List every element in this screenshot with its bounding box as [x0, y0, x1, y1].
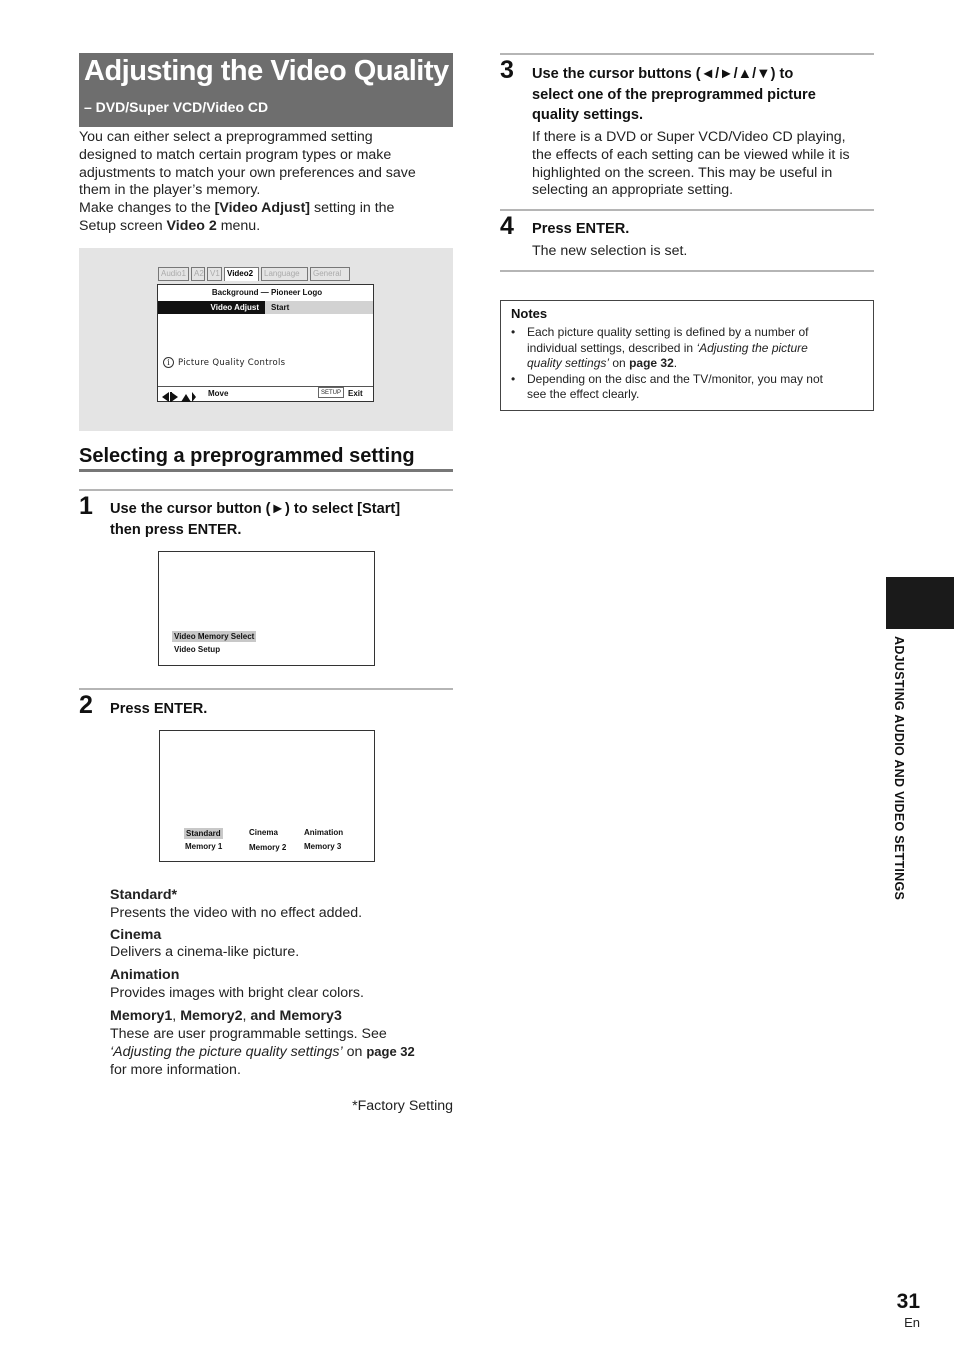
video-adjust-label: Video Adjust — [158, 301, 265, 314]
note-line — [527, 356, 866, 372]
step2-number: 2 — [79, 691, 93, 719]
step3-heading — [532, 64, 874, 126]
info-text: Picture Quality Controls — [178, 358, 286, 368]
step3-number: 3 — [500, 56, 514, 84]
video-setup-item: Video Setup — [174, 645, 221, 654]
step3-body-line: highlighted on the screen. This may be useful in — [532, 164, 833, 181]
step4-number: 4 — [500, 212, 514, 240]
option-cinema: Cinema — [249, 828, 278, 837]
video-adjust-row — [158, 301, 373, 314]
chapter-tab — [886, 577, 954, 629]
setup-button-icon: SETUP — [318, 387, 344, 398]
language-code: En — [904, 1315, 920, 1330]
intro-line: You can either select a preprogrammed setting — [79, 129, 373, 145]
option-standard: Standard — [186, 829, 221, 838]
step3-body — [532, 129, 877, 200]
setup-screen — [157, 284, 374, 402]
def-term-memory — [110, 1008, 460, 1026]
chapter-label — [893, 636, 907, 936]
tab-a2: A2 — [191, 267, 205, 281]
info-icon: i — [163, 357, 174, 368]
intro-text: setting in the — [310, 200, 395, 217]
intro-term: Video 2 — [166, 217, 217, 234]
intro-line: designed to match certain program types or make — [79, 146, 392, 163]
option-memory1: Memory 1 — [185, 842, 223, 851]
def-desc-standard: Presents the video with no effect added. — [110, 904, 363, 921]
move-label: Move — [208, 389, 229, 398]
term-part: and Memory3 — [250, 1007, 342, 1024]
tab-general: General — [310, 267, 350, 281]
step1-rule — [79, 489, 453, 491]
video-menu-screen — [158, 551, 375, 666]
def-term-cinema: Cinema — [110, 926, 162, 943]
section-underline — [79, 469, 453, 472]
section-title: Selecting a preprogrammed setting — [79, 445, 415, 467]
desc-text: on — [342, 1044, 367, 1061]
page-number: 31 — [896, 1290, 920, 1313]
definitions-list — [110, 887, 460, 1080]
intro-text: Setup screen — [79, 217, 167, 234]
note-item — [511, 372, 866, 403]
note-line: Depending on the disc and the TV/monitor, you may not — [527, 371, 823, 386]
tab-language: Language — [261, 267, 308, 281]
term-part: Memory2 — [180, 1007, 243, 1024]
def-desc-cinema: Delivers a cinema-like picture. — [110, 944, 300, 961]
def-desc-memory — [110, 1043, 460, 1062]
option-animation: Animation — [304, 828, 344, 837]
intro-line: them in the player’s memory. — [79, 182, 261, 199]
def-term-standard: Standard* — [110, 887, 178, 903]
intro-line — [79, 200, 453, 218]
option-memory2: Memory 2 — [249, 843, 287, 852]
notes-box — [500, 300, 874, 411]
cursor-arrows-icon — [162, 389, 196, 399]
step1-line: Use the cursor button (►) to select [Start] — [110, 501, 401, 517]
page-reference: page 32 — [629, 356, 674, 371]
notes-list — [511, 325, 866, 403]
def-term-animation: Animation — [110, 967, 180, 984]
note-text: individual settings, described in — [527, 340, 697, 355]
note-line: Each picture quality setting is defined by a number of — [527, 325, 809, 339]
video-memory-select-item: Video Memory Select — [174, 632, 255, 641]
step3-body-line: the effects of each setting can be viewed while it is — [532, 146, 850, 163]
page-title: Adjusting the Video Quality — [84, 55, 449, 87]
note-text: on — [609, 356, 630, 371]
step4-end-rule — [500, 270, 874, 272]
exit-label: Exit — [348, 389, 363, 398]
video-adjust-value: Start — [271, 303, 290, 312]
setup-screen-panel — [79, 248, 453, 431]
note-line: see the effect clearly. — [527, 387, 640, 402]
step4-heading: Press ENTER. — [532, 221, 630, 237]
step2-heading: Press ENTER. — [110, 701, 208, 717]
notes-title: Notes — [511, 306, 548, 321]
step3-body-line: selecting an appropriate setting. — [532, 182, 734, 199]
cross-reference: quality settings’ — [527, 356, 610, 371]
step1-number: 1 — [79, 492, 93, 520]
step4-rule — [500, 209, 874, 211]
intro-text: Make changes to the — [79, 200, 215, 217]
option-memory3: Memory 3 — [304, 842, 342, 851]
intro-term: [Video Adjust] — [214, 200, 311, 217]
term-part: Memory1 — [110, 1007, 173, 1024]
term-part: , — [242, 1007, 251, 1024]
step3-line: quality settings. — [532, 107, 644, 123]
def-desc-animation: Provides images with bright clear colors. — [110, 984, 364, 1001]
setup-tabs — [158, 267, 374, 283]
memory-select-screen — [159, 730, 375, 862]
note-item — [511, 325, 866, 372]
background-row: Background — Pioneer Logo — [211, 288, 323, 297]
step1-line: then press ENTER. — [110, 521, 242, 538]
note-line — [527, 341, 866, 357]
tab-audio1: Audio1 — [158, 267, 189, 281]
page-subtitle: – DVD/Super VCD/Video CD — [84, 99, 269, 115]
page-reference: page 32 — [366, 1044, 415, 1060]
intro-text: menu. — [216, 217, 261, 234]
bullet: • — [511, 325, 516, 339]
def-desc-memory: for more information. — [110, 1062, 241, 1079]
step2-rule — [79, 688, 453, 690]
step1-heading — [110, 499, 460, 540]
step3-line: Use the cursor buttons (◄/►/▲/▼) to — [532, 66, 794, 82]
step3-rule — [500, 53, 874, 55]
cross-reference: ‘Adjusting the picture quality settings’ — [110, 1044, 343, 1061]
bullet: • — [511, 371, 516, 386]
step4-body: The new selection is set. — [532, 243, 688, 259]
tab-v1: V1 — [207, 267, 222, 281]
factory-setting-note: *Factory Setting — [352, 1098, 453, 1114]
step3-line: select one of the preprogrammed picture — [532, 86, 816, 103]
intro-line: adjustments to match your own preferences and save — [79, 164, 416, 181]
intro-paragraph — [79, 129, 453, 236]
intro-line — [79, 218, 453, 236]
note-text: . — [673, 356, 678, 371]
def-desc-memory: These are user programmable settings. See — [110, 1025, 387, 1042]
chapter-label-text: ADJUSTING AUDIO AND VIDEO SETTINGS — [892, 636, 906, 901]
title-banner — [79, 53, 453, 127]
step3-body-line: If there is a DVD or Super VCD/Video CD playing, — [532, 129, 846, 145]
term-part: , — [172, 1007, 181, 1024]
cross-reference: ‘Adjusting the picture — [696, 340, 808, 355]
tab-video2: Video2 — [224, 267, 259, 281]
